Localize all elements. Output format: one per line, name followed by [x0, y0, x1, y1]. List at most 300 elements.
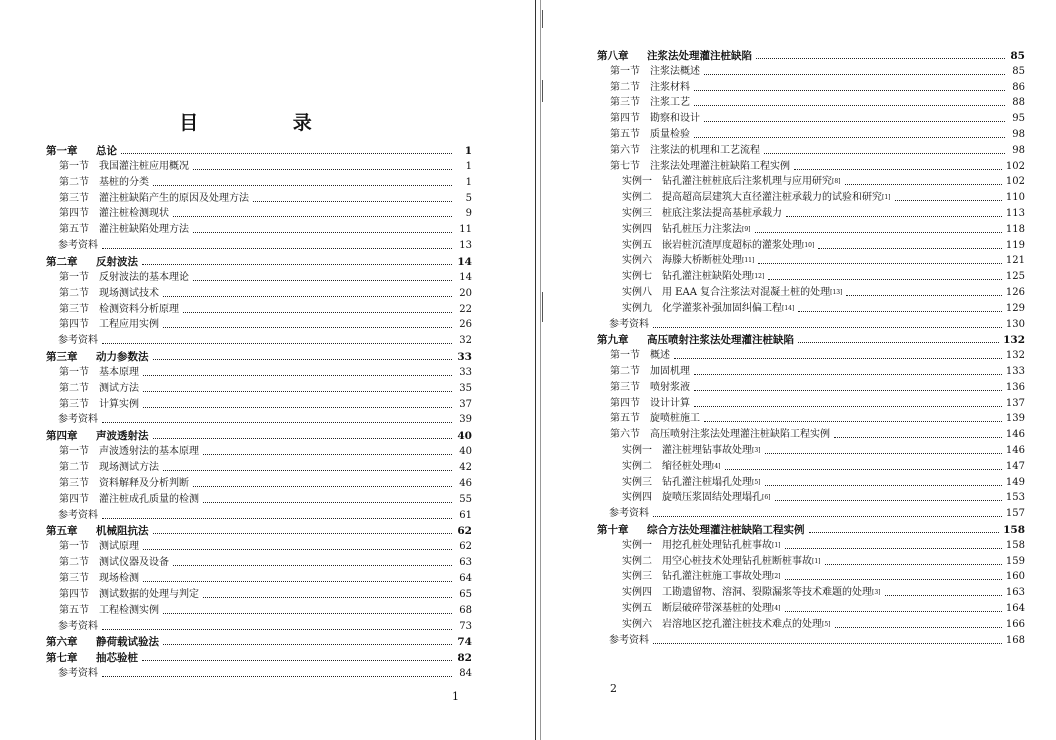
- toc-entry-title: 用挖孔桩处理钻孔桩事故: [662, 539, 772, 551]
- dot-leader: [163, 612, 452, 614]
- dot-leader: [794, 168, 1002, 170]
- reference-marker: [11]: [742, 257, 755, 265]
- toc-entry-page: 146: [1005, 429, 1025, 441]
- dot-leader: [798, 310, 1002, 312]
- toc-entry-chapter: [597, 50, 1025, 62]
- toc-entry-page: 1: [465, 176, 472, 188]
- reference-marker: [13]: [830, 289, 843, 296]
- toc-entry-title: 设计计算: [650, 397, 690, 409]
- toc-entry-title: 基桩的分类: [99, 176, 149, 188]
- dot-leader: [193, 485, 452, 487]
- toc-entry-number: 实例四: [622, 492, 652, 504]
- dot-leader: [704, 73, 1005, 75]
- dot-leader: [203, 453, 452, 455]
- toc-entry-page: 13: [459, 240, 472, 252]
- reference-marker: [1]: [772, 541, 781, 549]
- toc-entry-section: [59, 272, 472, 284]
- toc-entry-title: 我国灌注桩应用概况: [99, 160, 189, 172]
- toc-entry-title: 综合方法处理灌注桩缺陷工程实例: [647, 524, 805, 536]
- toc-entry-number: 第五节: [59, 224, 89, 236]
- dot-leader: [253, 200, 452, 202]
- reference-marker: [2]: [772, 573, 781, 581]
- toc-entry-title: 抽芯验桩: [96, 652, 138, 665]
- toc-entry-chapter: [46, 525, 472, 537]
- toc-entry-title: 反射波法的基本理论: [99, 271, 189, 283]
- dot-leader: [102, 675, 452, 677]
- toc-entry-page: 9: [465, 208, 472, 220]
- toc-entry-title: 用空心桩技术处理钻孔桩断桩事故: [662, 555, 812, 567]
- toc-entry-title: 喷射浆液: [650, 381, 690, 393]
- toc-entry-number: 第五节: [610, 413, 640, 425]
- toc-entry-page: 20: [459, 287, 472, 299]
- toc-entry-title: 静荷载试验法: [96, 636, 159, 649]
- toc-entry-number: 第二节: [610, 81, 640, 93]
- toc-entry-page: 63: [459, 557, 472, 569]
- toc-entry-ref: [58, 414, 472, 426]
- toc-entry-number: 第四章: [46, 430, 78, 443]
- toc-entry-section: [59, 446, 472, 458]
- dot-leader: [764, 152, 1005, 154]
- toc-entry-page: 37: [459, 398, 472, 410]
- reference-marker: [6]: [762, 494, 771, 502]
- toc-entry-page: 85: [1012, 65, 1025, 77]
- dot-leader: [163, 295, 452, 297]
- toc-entry-title: 用 EAA 复合注浆法对混凝土桩的处理: [662, 287, 831, 298]
- toc-entry-section: [59, 557, 472, 569]
- toc-entry-title: 参考资料: [58, 668, 98, 680]
- toc-entry-number: 实例五: [622, 603, 652, 614]
- toc-entry-chapter: [46, 145, 472, 157]
- dot-leader: [846, 294, 1001, 296]
- toc-entry-section: [610, 413, 1025, 425]
- dot-leader: [755, 231, 1002, 233]
- toc-entry-title: 工勘遗留物、溶洞、裂隙漏浆等技术难题的处理: [662, 587, 872, 599]
- toc-entry-section: [610, 382, 1025, 394]
- dot-leader: [163, 326, 452, 328]
- toc-entry-number: 第三节: [610, 381, 640, 393]
- dot-leader: [704, 120, 1005, 122]
- reference-marker: [10]: [802, 241, 815, 249]
- dot-leader: [153, 358, 453, 360]
- toc-entry-title: 资料解释及分析判断: [99, 477, 189, 489]
- toc-entry-page: 33: [459, 366, 472, 378]
- toc-entry-title: 缩径桩处理: [662, 460, 712, 472]
- toc-entry-page: 5: [465, 192, 472, 204]
- toc-entry-page: 35: [459, 382, 472, 394]
- toc-entry-section: [610, 398, 1025, 410]
- toc-entry-page: 68: [459, 604, 472, 616]
- toc-entry-number: 实例八: [622, 287, 652, 298]
- toc-entry-title: 参考资料: [58, 509, 98, 521]
- toc-entry-title: 概述: [650, 350, 670, 362]
- toc-entry-title: 海滕大桥断桩处理: [662, 255, 742, 267]
- toc-entry-page: 84: [459, 668, 472, 680]
- toc-entry-page: 136: [1005, 381, 1025, 393]
- dot-leader: [694, 405, 1002, 407]
- toc-entry-title: 桩底注浆法提高基桩承载力: [662, 208, 782, 219]
- toc-entry-section: [610, 429, 1025, 441]
- toc-entry-number: 第二节: [59, 176, 89, 188]
- toc-entry-example: [622, 571, 1025, 583]
- toc-entry-number: 第一节: [59, 366, 89, 378]
- toc-entry-number: 第三章: [46, 351, 78, 364]
- dot-leader: [102, 517, 452, 519]
- toc-entry-example: [622, 603, 1025, 615]
- dot-leader: [142, 263, 452, 265]
- toc-entry-number: 实例三: [622, 208, 652, 219]
- toc-entry-chapter: [46, 652, 472, 664]
- toc-entry-number: 第一节: [610, 65, 640, 77]
- reference-marker: [1]: [882, 194, 891, 202]
- toc-entry-number: 第二节: [59, 462, 89, 473]
- toc-entry-page: 14: [459, 271, 472, 283]
- toc-entry-title: 声波透射法: [96, 430, 149, 443]
- toc-entry-page: 132: [1003, 334, 1025, 347]
- toc-entry-page: 86: [1012, 81, 1025, 93]
- toc-entry-number: 实例五: [622, 239, 652, 251]
- toc-entry-example: [622, 240, 1025, 252]
- toc-entry-page: 1: [464, 145, 472, 157]
- reference-marker: [4]: [712, 462, 721, 470]
- toc-entry-section: [610, 113, 1025, 125]
- toc-entry-section: [610, 129, 1025, 141]
- toc-entry-page: 32: [459, 335, 472, 347]
- dot-leader: [143, 374, 452, 376]
- dot-leader: [798, 341, 999, 343]
- toc-entry-title: 灌注桩缺陷产生的原因及处理方法: [99, 192, 249, 204]
- toc-entry-page: 26: [459, 319, 472, 331]
- toc-entry-page: 158: [1003, 524, 1025, 536]
- dot-leader: [153, 437, 453, 439]
- reference-marker: [9]: [742, 225, 751, 233]
- dot-leader: [653, 326, 1002, 328]
- toc-entry-title: 总论: [96, 145, 117, 157]
- toc-entry-title: 参考资料: [58, 620, 98, 632]
- toc-entry-number: 第三节: [59, 572, 89, 584]
- dot-leader: [725, 468, 1002, 470]
- toc-entry-title: 现场测试方法: [99, 462, 159, 473]
- dot-leader: [704, 420, 1002, 422]
- toc-entry-page: 126: [1005, 287, 1025, 298]
- reference-marker: [14]: [782, 304, 795, 312]
- toc-entry-chapter: [46, 430, 472, 442]
- toc-entry-page: 40: [457, 430, 472, 443]
- toc-entry-title: 注浆法概述: [650, 65, 700, 77]
- toc-entry-title: 注浆法的机理和工艺流程: [650, 144, 760, 156]
- dot-leader: [818, 247, 1002, 249]
- toc-entry-ref: [58, 621, 472, 633]
- toc-entry-page: 159: [1005, 555, 1025, 567]
- reference-marker: [5]: [752, 478, 761, 486]
- toc-entry-page: 88: [1012, 97, 1025, 109]
- toc-entry-page: 125: [1005, 271, 1025, 283]
- toc-entry-section: [610, 145, 1025, 157]
- toc-entry-title: 检测资料分析原理: [99, 303, 179, 315]
- dot-leader: [809, 531, 1000, 533]
- toc-entry-number: 第七章: [46, 652, 78, 665]
- toc-entry-page: 102: [1005, 160, 1025, 172]
- toc-entry-number: 第三节: [59, 303, 89, 315]
- toc-entry-page: 82: [457, 652, 472, 665]
- dot-leader: [102, 421, 452, 423]
- toc-entry-number: 实例一: [622, 445, 652, 456]
- toc-entry-number: 实例二: [622, 192, 652, 204]
- dot-leader: [143, 548, 452, 550]
- toc-entry-section: [59, 177, 472, 189]
- toc-entry-title: 注浆工艺: [650, 97, 690, 109]
- toc-entry-page: 160: [1005, 571, 1025, 583]
- toc-entry-page: 168: [1005, 634, 1025, 646]
- toc-entry-page: 149: [1005, 476, 1025, 488]
- dot-leader: [825, 563, 1002, 565]
- toc-entry-page: 55: [459, 493, 472, 505]
- dot-leader: [102, 342, 452, 344]
- toc-entry-page: 64: [459, 572, 472, 584]
- toc-entry-page: 40: [459, 446, 472, 458]
- toc-entry-number: 第二节: [59, 382, 89, 394]
- toc-entry-ref: [58, 335, 472, 347]
- toc-entry-title: 灌注桩缺陷处理方法: [99, 224, 189, 236]
- toc-entry-chapter: [46, 256, 472, 268]
- toc-entry-section: [59, 288, 472, 300]
- toc-entry-number: 第四节: [59, 493, 89, 505]
- toc-entry-number: 第二节: [59, 287, 89, 299]
- toc-entry-example: [622, 192, 1025, 204]
- toc-entry-number: 第四节: [59, 208, 89, 220]
- dot-leader: [775, 499, 1002, 501]
- toc-entry-page: 14: [457, 255, 472, 268]
- dot-leader: [143, 580, 452, 582]
- toc-entry-title: 灌注桩埋钻事故处理: [662, 445, 752, 456]
- dot-leader: [193, 168, 452, 170]
- toc-entry-page: 129: [1005, 302, 1025, 314]
- dot-leader: [765, 452, 1002, 454]
- toc-entry-example: [622, 287, 1025, 299]
- toc-entry-page: 73: [459, 620, 472, 632]
- toc-entry-number: 第四节: [59, 319, 89, 331]
- toc-entry-example: [622, 556, 1025, 568]
- dot-leader: [143, 406, 452, 408]
- toc-entry-title: 动力参数法: [96, 351, 149, 364]
- toc-entry-title: 旋喷桩施工: [650, 413, 700, 425]
- dot-leader: [895, 199, 1002, 201]
- toc-entry-page: 110: [1005, 192, 1025, 204]
- toc-entry-section: [610, 350, 1025, 362]
- toc-entry-section: [610, 97, 1025, 109]
- toc-entry-title: 参考资料: [58, 414, 98, 426]
- toc-entry-example: [622, 587, 1025, 599]
- toc-entry-title: 参考资料: [609, 634, 649, 646]
- toc-entry-title: 参考资料: [609, 318, 649, 330]
- toc-entry-number: 第一节: [59, 446, 89, 458]
- dot-leader: [653, 515, 1002, 517]
- toc-entry-number: 第十章: [597, 524, 629, 536]
- toc-entry-chapter: [46, 351, 472, 363]
- dot-leader: [173, 564, 452, 566]
- toc-entry-section: [610, 82, 1025, 94]
- toc-entry-section: [59, 208, 472, 220]
- toc-entry-number: 第七节: [610, 160, 640, 172]
- dot-leader: [694, 389, 1002, 391]
- toc-entry-page: 61: [459, 509, 472, 521]
- toc-entry-ref: [58, 510, 472, 522]
- toc-entry-example: [622, 255, 1025, 267]
- toc-entry-title: 机械阻抗法: [96, 525, 149, 538]
- toc-entry-title: 钻孔桩压力注浆法: [662, 223, 742, 235]
- toc-entry-ref: [58, 240, 472, 252]
- toc-entry-number: 第四节: [610, 113, 640, 125]
- toc-entry-number: 第六章: [46, 636, 78, 649]
- toc-entry-page: 153: [1005, 492, 1025, 504]
- toc-entry-title: 钻孔灌注桩桩底后注浆机理与应用研究: [662, 176, 832, 188]
- toc-entry-page: 74: [457, 636, 472, 649]
- toc-entry-title: 现场检测: [99, 572, 139, 584]
- toc-entry-page: 62: [459, 541, 472, 553]
- toc-entry-number: 第二节: [610, 366, 640, 377]
- toc-entry-chapter: [46, 636, 472, 648]
- dot-leader: [785, 610, 1002, 612]
- toc-entry-title: 基本原理: [99, 366, 139, 378]
- toc-entry-title: 高压喷射注浆法处理灌注桩缺陷工程实例: [650, 429, 830, 441]
- toc-entry-example: [622, 445, 1025, 457]
- toc-entry-title: 工程应用实例: [99, 319, 159, 331]
- toc-entry-page: 39: [459, 414, 472, 426]
- toc-entry-chapter: [597, 524, 1025, 536]
- toc-entry-page: 146: [1005, 445, 1025, 456]
- dot-leader: [756, 57, 1005, 59]
- toc-entry-page: 158: [1005, 539, 1025, 551]
- toc-entry-page: 147: [1005, 460, 1025, 472]
- toc-entry-title: 灌注桩成孔质量的检测: [99, 493, 199, 505]
- dot-leader: [765, 484, 1002, 486]
- toc-entry-title: 参考资料: [609, 508, 649, 520]
- toc-entry-page: 130: [1005, 318, 1025, 330]
- dot-leader: [885, 594, 1002, 596]
- right-page: [537, 0, 1056, 740]
- dot-leader: [163, 643, 452, 645]
- toc-entry-title: 化学灌浆补强加固纠偏工程: [662, 302, 782, 314]
- dot-leader: [694, 136, 1005, 138]
- toc-entry-page: 33: [457, 351, 472, 364]
- toc-entry-title: 参考资料: [58, 240, 98, 252]
- toc-entry-section: [59, 399, 472, 411]
- toc-entry-page: 139: [1005, 413, 1025, 425]
- toc-entry-number: 第一节: [59, 541, 89, 553]
- toc-entry-page: 95: [1012, 113, 1025, 125]
- toc-entry-number: 第二节: [59, 557, 89, 569]
- toc-entry-page: 119: [1005, 239, 1025, 251]
- toc-entry-page: 98: [1012, 129, 1025, 140]
- toc-entry-number: 实例七: [622, 271, 652, 283]
- toc-entry-title: 计算实例: [99, 398, 139, 410]
- toc-entry-title: 工程检测实例: [99, 604, 159, 616]
- toc-entry-title: 参考资料: [58, 335, 98, 347]
- toc-entry-number: 第一节: [59, 271, 89, 283]
- toc-entry-page: 22: [459, 303, 472, 315]
- toc-entry-example: [622, 176, 1025, 188]
- toc-entry-title: 注浆法处理灌注桩缺陷工程实例: [650, 160, 790, 172]
- dot-leader: [143, 390, 452, 392]
- toc-entry-section: [59, 304, 472, 316]
- toc-entry-ref: [609, 319, 1025, 331]
- toc-entry-title: 反射波法: [96, 255, 138, 268]
- toc-entry-page: 42: [459, 462, 472, 473]
- toc-entry-page: 65: [459, 588, 472, 600]
- toc-entry-title: 岩溶地区挖孔灌注桩技术难点的处理: [662, 618, 822, 630]
- toc-entry-title: 测试原理: [99, 541, 139, 553]
- toc-entry-number: 第八章: [597, 50, 629, 62]
- toc-entry-number: 实例四: [622, 587, 652, 599]
- toc-entry-number: 第一节: [610, 350, 640, 362]
- toc-entry-page: 166: [1005, 618, 1025, 630]
- toc-entry-page: 46: [459, 477, 472, 489]
- toc-entry-page: 137: [1005, 397, 1025, 409]
- dot-leader: [758, 262, 1002, 264]
- toc-entry-title: 现场测试技术: [99, 287, 159, 299]
- toc-entry-chapter: [597, 334, 1025, 346]
- toc-entry-page: 98: [1012, 144, 1025, 156]
- toc-entry-number: 第一节: [59, 160, 89, 172]
- toc-entry-title: 断层破碎带深基桩的处理: [662, 603, 772, 614]
- toc-entry-ref: [609, 508, 1025, 520]
- toc-entry-number: 第五章: [46, 525, 78, 538]
- toc-entry-section: [59, 383, 472, 395]
- toc-entry-page: 102: [1005, 176, 1025, 188]
- toc-entry-section: [610, 66, 1025, 78]
- toc-entry-title: 提高超高层建筑大直径灌注桩承载力的试验和研究: [662, 192, 882, 204]
- toc-entry-section: [59, 605, 472, 617]
- dot-leader: [102, 628, 452, 630]
- toc-entry-example: [622, 461, 1025, 473]
- reference-marker: [12]: [752, 273, 765, 281]
- dot-leader: [785, 578, 1002, 580]
- toc-entry-number: 实例二: [622, 460, 652, 472]
- toc-entry-page: 132: [1005, 350, 1025, 362]
- toc-entry-page: 118: [1005, 223, 1025, 235]
- dot-leader: [786, 215, 1002, 217]
- reference-marker: [5]: [822, 620, 831, 628]
- toc-entry-number: 实例一: [622, 539, 652, 551]
- toc-entry-example: [622, 303, 1025, 315]
- toc-entry-number: 第九章: [597, 334, 629, 347]
- dot-leader: [845, 183, 1002, 185]
- toc-entry-example: [622, 540, 1025, 552]
- toc-entry-number: 第四节: [59, 588, 89, 600]
- reference-marker: [1]: [812, 557, 821, 565]
- toc-entry-title: 钻孔灌注桩塌孔处理: [662, 476, 752, 488]
- reference-marker: [3]: [752, 447, 761, 454]
- dot-leader: [785, 547, 1002, 549]
- toc-entry-title: 测试方法: [99, 382, 139, 394]
- toc-entry-title: 钻孔灌注桩缺陷处理: [662, 271, 752, 283]
- page-folio: 2: [610, 682, 617, 695]
- reference-marker: [4]: [772, 605, 781, 612]
- toc-entry-example: [622, 477, 1025, 489]
- toc-entry-number: 实例三: [622, 476, 652, 488]
- toc-entry-number: 第三节: [610, 97, 640, 109]
- toc-entry-section: [59, 478, 472, 490]
- toc-entry-ref: [609, 635, 1025, 647]
- toc-entry-number: 实例二: [622, 555, 652, 567]
- toc-entry-number: 第三节: [59, 192, 89, 204]
- page-folio: 1: [452, 690, 459, 703]
- toc-entry-section: [59, 573, 472, 585]
- dot-leader: [102, 247, 452, 249]
- dot-leader: [153, 184, 452, 186]
- toc-entry-number: 第三节: [59, 477, 89, 489]
- toc-entry-example: [622, 208, 1025, 220]
- toc-entry-title: 质量检验: [650, 129, 690, 140]
